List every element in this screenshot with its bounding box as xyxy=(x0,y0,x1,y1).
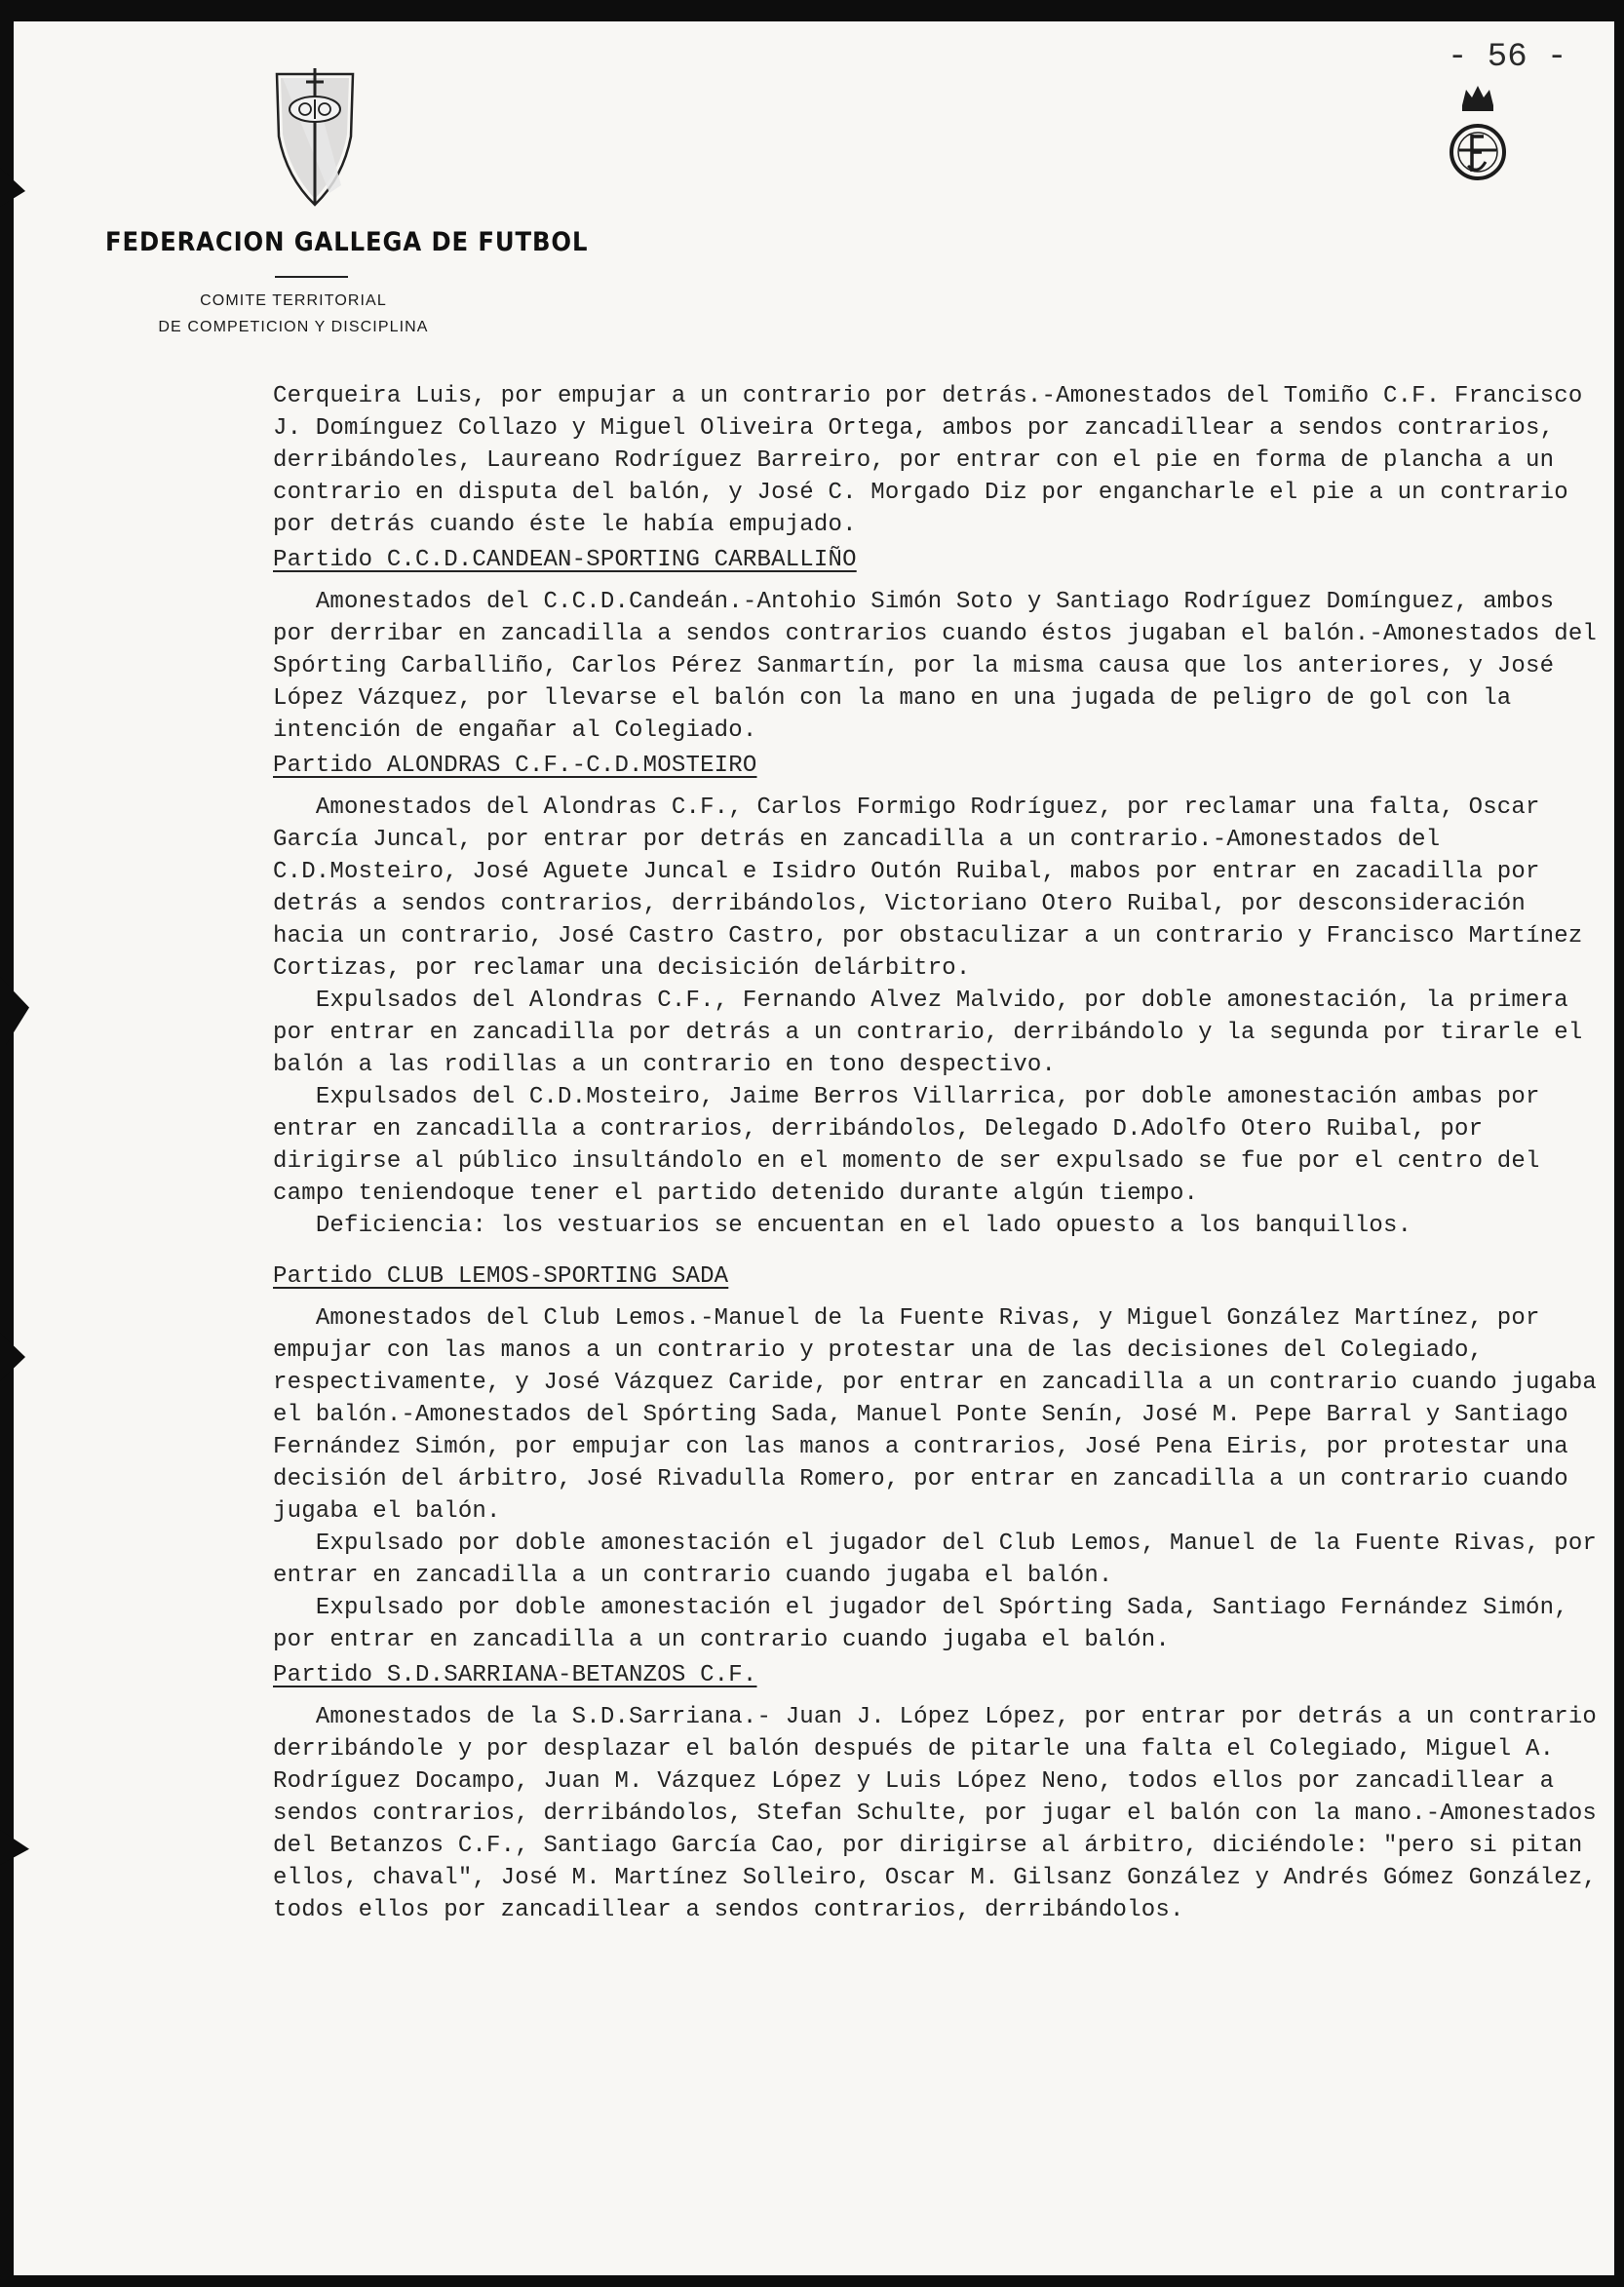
match-paragraph: Amonestados de la S.D.Sarriana.- Juan J. López López, por entrar por detrás a un contrario derribándole y por desplazar el balón después de pitarle una falta el Colegiado, Miguel A. Rodríguez Docampo, Juan M. Vázquez López y Luis López Neno, todos ellos por zancadillear a sendos contrarios, derribándolos, Stefan Schulte, por jugar el balón con la mano.-Amonestados del Betanzos C.F., Santiago García Cao, por dirigirse al árbitro, diciéndole: "pero si pitan ellos, chaval", José M. Martínez Solleiro, Oscar M. Gilsanz González y Andrés Gómez González, todos ellos por zancadillear a sendos contrarios, derribándolos. xyxy=(273,1704,1611,1923)
page-edge-tear xyxy=(0,1830,29,1865)
document-body xyxy=(273,380,1611,1926)
committee-line-1: COMITE TERRITORIAL xyxy=(200,292,387,309)
crown-crest-logo xyxy=(1449,82,1507,191)
match-heading: Partido CLUB LEMOS-SPORTING SADA xyxy=(273,1263,729,1290)
match-paragraph: Amonestados del Club Lemos.-Manuel de la Fuente Rivas, y Miguel González Martínez, por empujar con las manos a un contrario y protestar una de las decisiones del Colegiado, respectivamente, y José Vázquez Caride, por entrar en zancadilla a un contrario cuando jugaba el balón.-Amonestados del Spórting Sada, Manuel Ponte Senín, José M. Pepe Barral y Santiago Fernández Simón, por empujar con las manos a contrarios, José Pena Eiris, por protestar una decisión del árbitro, José Rivadulla Romero, por entrar en zancadilla a un contrario cuando jugaba el balón. xyxy=(273,1305,1611,1525)
page-edge-tear xyxy=(0,977,29,1045)
page-edge-tear xyxy=(0,1333,25,1381)
committee-line-2: DE COMPETICION Y DISCIPLINA xyxy=(158,319,429,335)
match-paragraph: Amonestados del C.C.D.Candeán.-Antohio Simón Soto y Santiago Rodríguez Domínguez, ambos por derribar en zancadilla a sendos contrarios cuando éstos jugaban el balón.-Amonestados del Spórting Carballiño, Carlos Pérez Sanmartín, por la misma causa que los anteriores, y José López Vázquez, por llevarse el balón con la mano en una jugada de peligro de gol con la intención de engañar al Colegiado. xyxy=(273,589,1611,744)
match-paragraph: Expulsados del Alondras C.F., Fernando Alvez Malvido, por doble amonestación, la primera por entrar en zancadilla por detrás a un contrario, derribándolo y la segunda por tirarle el balón a las rodillas a un contrario en tono despectivo. xyxy=(273,988,1598,1078)
committee-title xyxy=(94,288,493,340)
intro-paragraph: Cerqueira Luis, por empujar a un contrario por detrás.-Amonestados del Tomiño C.F. Francisco J. Domínguez Collazo y Miguel Oliveira Ortega, ambos por zancadillear a sendos contrarios, derribándoles, Laureano Rodríguez Barreiro, por entrar con el pie en forma de plancha a un contrario en disputa del balón, y José C. Morgado Diz por engancharle el pie a un contrario por detrás cuando éste le había empujado. xyxy=(273,383,1598,538)
match-paragraph: Expulsado por doble amonestación el jugador del Club Lemos, Manuel de la Fuente Rivas, por entrar en zancadilla a un contrario cuando jugaba el balón. xyxy=(273,1531,1611,1589)
match-paragraph: Expulsados del C.D.Mosteiro, Jaime Berros Villarrica, por doble amonestación ambas por entrar en zancadilla a contrarios, derribándolos, Delegado D.Adolfo Otero Ruibal, por dirigirse al público insultándolo en el momento de ser expulsado se fue por el centro del campo teniendoque tener el partido detenido durante algún tiempo. xyxy=(273,1084,1555,1207)
federation-shield-logo xyxy=(273,68,357,211)
page-number: - 56 - xyxy=(1448,39,1567,76)
header-divider xyxy=(275,276,348,278)
spacer xyxy=(273,1242,1608,1258)
page-edge-tear xyxy=(0,168,25,207)
match-paragraph: Amonestados del Alondras C.F., Carlos Formigo Rodríguez, por reclamar una falta, Oscar García Juncal, por entrar por detrás en zancadilla a un contrario.-Amonestados del C.D.Mosteiro, José Aguete Juncal e Isidro Outón Ruibal, mabos por entrar en zacadilla por detrás a sendos contrarios, derribándolos, Victoriano Otero Ruibal, por desconsideración hacia un contrario, José Castro Castro, por obstaculizar a un contrario y Francisco Martínez Cortizas, por reclamar una decisición delárbitro. xyxy=(273,795,1598,982)
match-heading: Partido C.C.D.CANDEAN-SPORTING CARBALLIÑO xyxy=(273,547,857,573)
match-heading: Partido S.D.SARRIANA-BETANZOS C.F. xyxy=(273,1662,757,1688)
match-heading: Partido ALONDRAS C.F.-C.D.MOSTEIRO xyxy=(273,753,757,779)
match-paragraph: Deficiencia: los vestuarios se encuentan en el lado opuesto a los banquillos. xyxy=(273,1213,1412,1239)
federation-name: FEDERACION GALLEGA DE FUTBOL xyxy=(105,227,589,257)
match-paragraph: Expulsado por doble amonestación el jugador del Spórting Sada, Santiago Fernández Simón, por entrar en zancadilla a un contrario cuando jugaba el balón. xyxy=(273,1595,1583,1653)
